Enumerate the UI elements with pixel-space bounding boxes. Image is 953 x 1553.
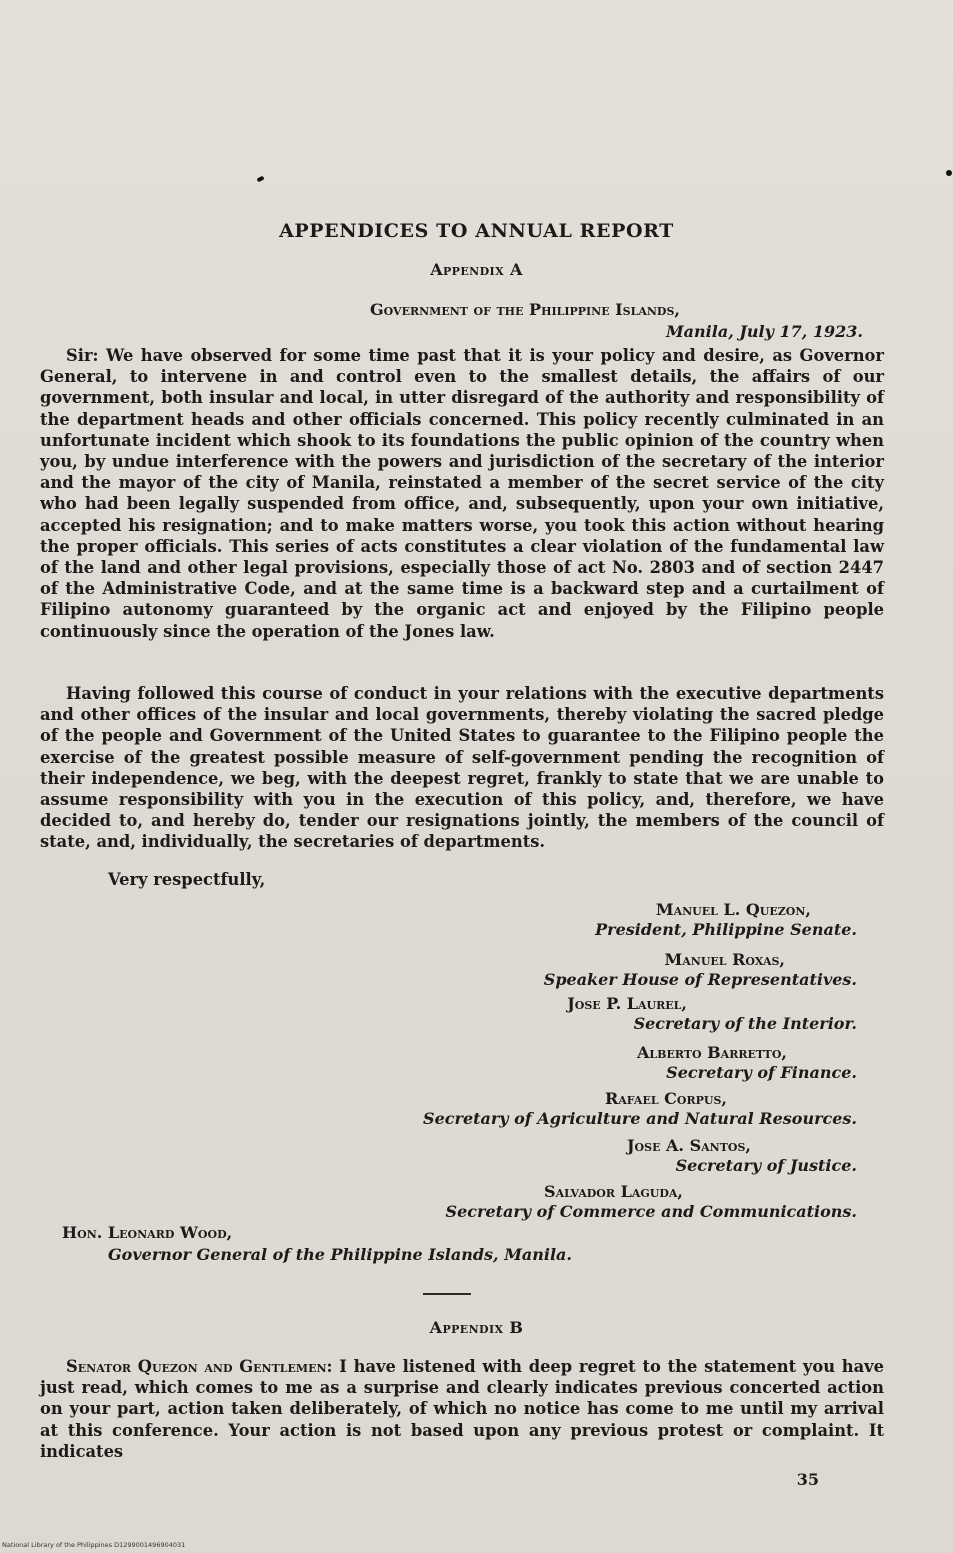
ink-mark [946,170,952,176]
page-title: APPENDICES TO ANNUAL REPORT [279,220,674,242]
signatory-title: Secretary of Justice. [675,1156,857,1175]
signatory-name: Jose P. Laurel, [567,994,687,1013]
signatory-name: Jose A. Santos, [626,1136,751,1155]
signatory-block [423,1089,857,1129]
addressee-block [62,1222,572,1266]
signatory-name: Manuel L. Quezon, [655,900,811,919]
letter-closing: Very respectfully, [108,870,266,889]
signatory-block [544,950,857,990]
addressee-title: Governor General of the Philippine Islands, Manila. [108,1245,572,1264]
signatory-block [595,900,857,940]
signatory-title: Secretary of Commerce and Communications. [445,1202,857,1221]
signatory-block [446,1182,857,1222]
signatory-block [637,1043,857,1083]
letter-paragraph-1 [40,345,884,642]
salutation: Senator Quezon and Gentlemen: [66,1357,333,1376]
signatory-title: Speaker House of Representatives. [543,970,857,989]
signatory-title: Secretary of Finance. [666,1063,857,1082]
dateline: Manila, July 17, 1923. [665,322,863,341]
signatory-name: Alberto Barretto, [637,1043,787,1062]
paragraph-text: Having followed this course of conduct in your relations with the executive departments and other offices of the insular and local governments, thereby violating the sacred pledge of the people and Government of the United States to guarantee to the Filipino people the exercise of the greatest possible measure of self-government pending the recognition of their independence, we beg, with the deepest regret, frankly to state that we are unable to assume responsibility with you in the execution of this policy, and, therefore, we have decided to, and hereby do, tender our resignations jointly, the members of the council of state, and, individually, the secretaries of departments. [40,684,884,852]
appendix-a-heading: Appendix A [430,260,523,279]
letter-paragraph-2 [40,683,884,853]
addressee-name: Hon. Leonard Wood, [62,1223,233,1242]
signatory-title: Secretary of the Interior. [633,1014,857,1033]
archive-footer: National Library of the Philippines D1299001496904031 [2,1541,186,1549]
signatory-title: President, Philippine Senate. [595,920,857,939]
signatory-block [627,1136,857,1176]
signatory-name: Manuel Roxas, [664,950,785,969]
paragraph-text [40,1356,884,1462]
ink-mark [256,176,264,183]
appendix-b-text: I have listened with deep regret to the statement you have just read, which comes to me as a surprise and clearly indicates previous concerted action on your part, action taken deliberately, of which no notice has come to me until my arrival at this conference. Your action is not based upon any previous protest or complaint. It indicates [40,1357,884,1461]
appendix-b-paragraph [40,1356,884,1462]
government-line: Government of the Philippine Islands, [370,300,680,319]
section-divider [423,1293,471,1295]
appendix-b-heading: Appendix B [429,1318,524,1337]
page-number: 35 [796,1470,819,1489]
signatory-block [567,994,857,1034]
signatory-title: Secretary of Agriculture and Natural Resources. [423,1109,857,1128]
paragraph-text: Sir: We have observed for some time past that it is your policy and desire, as Governor General, to intervene in and control even to the smallest details, the affairs of our government, both insular and local, in utter disregard of the authority and responsibility of the department heads and other officials concerned. This policy recently culminated in an unfortunate incident which shook to its foundations the public opinion of the country when you, by undue interference with the powers and jurisdiction of the secretary of the interior and the mayor of the city of Manila, reinstated a member of the secret service of the city who had been legally suspended from office, and, subsequently, upon your own initiative, accepted his resignation; and to make matters worse, you took this action without hearing the proper officials. This series of acts constitutes a clear violation of the fundamental law of the land and other legal provisions, especially those of act No. 2803 and of section 2447 of the Administrative Code, and at the same time is a backward step and a curtailment of Filipino autonomy guaranteed by the organic act and enjoyed by the Filipino people continuously since the operation of the Jones law. [40,346,884,641]
signatory-name: Salvador Laguda, [544,1182,683,1201]
signatory-name: Rafael Corpus, [604,1089,727,1108]
